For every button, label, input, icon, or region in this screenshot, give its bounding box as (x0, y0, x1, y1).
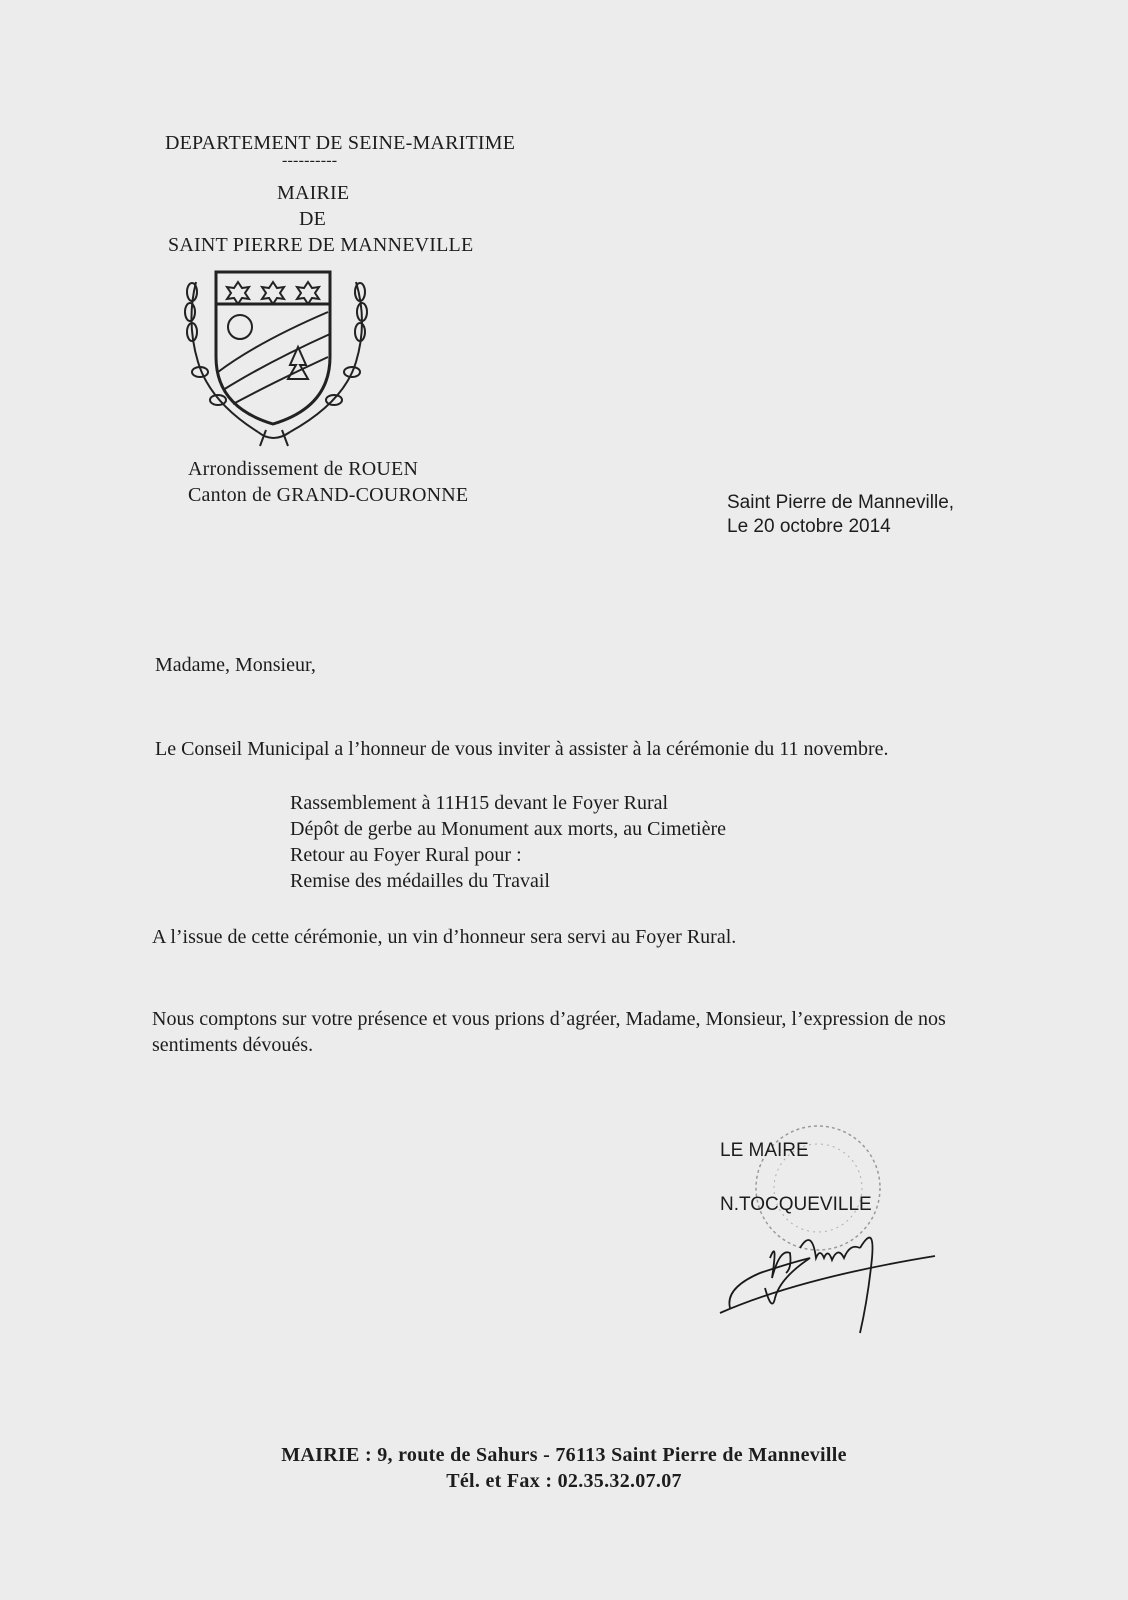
reception-paragraph: A l’issue de cette cérémonie, un vin d’honneur sera servi au Foyer Rural. (152, 926, 737, 948)
coat-of-arms-emblem (178, 262, 378, 452)
intro-paragraph: Le Conseil Municipal a l’honneur de vous inviter à assister à la cérémonie du 11 novembre. (155, 738, 889, 760)
program-item: Retour au Foyer Rural pour : (290, 844, 522, 866)
department-heading: DEPARTEMENT DE SEINE-MARITIME (165, 132, 516, 154)
handwritten-signature (720, 1218, 940, 1338)
program-item: Dépôt de gerbe au Monument aux morts, au Cimetière (290, 818, 726, 840)
dateline-place: Saint Pierre de Manneville, (727, 492, 955, 513)
salutation: Madame, Monsieur, (155, 654, 316, 676)
footer-address: MAIRIE : 9, route de Sahurs - 76113 Saint Pierre de Manneville (281, 1444, 847, 1466)
footer-phone: Tél. et Fax : 02.35.32.07.07 (446, 1470, 682, 1492)
dateline-date: Le 20 octobre 2014 (727, 516, 891, 537)
de-heading: DE (299, 208, 327, 230)
program-item: Remise des médailles du Travail (290, 870, 550, 892)
closing-line: Nous comptons sur votre présence et vous prions d’agréer, Madame, Monsieur, l’expression de nos (152, 1008, 946, 1030)
program-item: Rassemblement à 11H15 devant le Foyer Rural (290, 792, 669, 814)
arrondissement-line: Arrondissement de ROUEN (188, 458, 419, 480)
canton-line: Canton de GRAND-COURONNE (188, 484, 469, 506)
commune-heading: SAINT PIERRE DE MANNEVILLE (168, 234, 474, 256)
header-separator: ---------- (282, 152, 338, 169)
mairie-heading: MAIRIE (277, 182, 350, 204)
signature-name: N.TOCQUEVILLE (720, 1194, 872, 1215)
signature-title: LE MAIRE (720, 1140, 809, 1161)
closing-line: sentiments dévoués. (152, 1034, 314, 1056)
